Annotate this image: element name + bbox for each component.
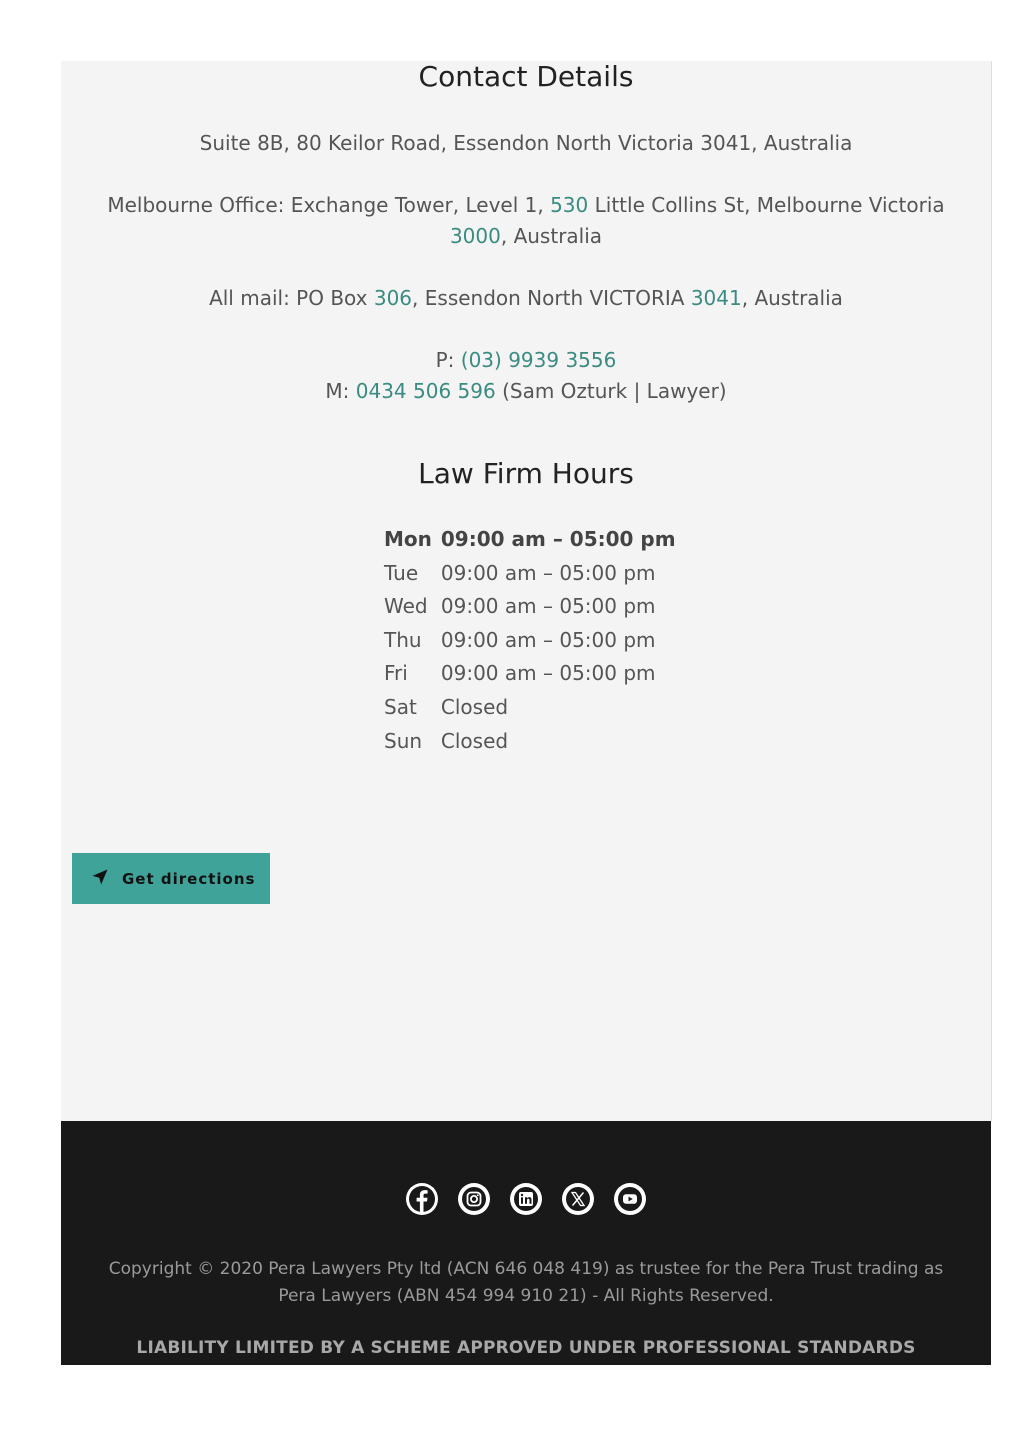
hours-row [384,523,685,557]
melbourne-office: Melbourne Office: Exchange Tower, Level 1, 530 Little Collins St, Melbourne Victoria 3000, Australia [107,193,945,248]
address-line: Suite 8B, 80 Keilor Road, Essendon North Victoria 3041, Australia [199,131,853,155]
get-directions-button[interactable] [72,853,270,904]
time-value: 09:00 am – 05:00 pm [440,594,656,619]
time-value: 09:00 am – 05:00 pm [440,527,676,551]
link-530[interactable]: 530 [550,193,589,217]
hours-heading: Law Firm Hours [418,457,634,490]
get-directions-label: Get directions [122,869,256,888]
time-value: 09:00 am – 05:00 pm [440,661,656,686]
hours-row [384,725,685,759]
youtube-icon[interactable] [614,1183,646,1215]
hours-row [384,657,685,691]
time-value: 09:00 am – 05:00 pm [440,560,656,585]
day-label: Fri [384,661,408,686]
hours-row [384,590,685,624]
hours-row [384,691,685,725]
day-label: Thu [384,627,422,652]
hours-row [384,624,685,658]
day-label: Tue [384,560,419,585]
copyright-text: Copyright © 2020 Pera Lawyers Pty ltd (ACN 646 048 419) as trustee for the Pera Trust trading as Pera Lawyers (ABN 454 994 910 21) - All Rights Reserved. [108,1259,944,1306]
contact-heading: Contact Details [418,60,634,93]
day-label: Sat [384,694,417,719]
mobile-link[interactable]: 0434 506 596 [355,379,496,403]
site-footer [61,1121,991,1365]
day-label: Wed [384,594,428,619]
instagram-icon[interactable] [458,1183,490,1215]
social-links [61,1183,991,1215]
mail-address: All mail: PO Box 306, Essendon North VICTORIA 3041, Australia [209,286,843,310]
facebook-icon[interactable] [406,1183,438,1215]
phone-link[interactable]: (03) 9939 3556 [460,348,617,372]
link-306[interactable]: 306 [373,286,413,310]
time-value: Closed [440,694,509,719]
x-twitter-icon[interactable] [562,1183,594,1215]
time-value: 09:00 am – 05:00 pm [440,627,656,652]
navigation-arrow-icon [91,868,109,890]
link-3041[interactable]: 3041 [690,286,742,310]
liability-notice: LIABILITY LIMITED BY A SCHEME APPROVED UNDER PROFESSIONAL STANDARDS [136,1338,916,1358]
linkedin-icon[interactable] [510,1183,542,1215]
hours-row [384,557,685,591]
link-3000[interactable]: 3000 [449,224,501,248]
contact-panel [61,61,992,1121]
hours-table [384,523,685,758]
day-label: Mon [384,527,432,551]
time-value: Closed [440,728,509,753]
day-label: Sun [384,728,423,753]
phone-block: P: (03) 9939 3556 M: 0434 506 596 (Sam Ozturk | Lawyer) [325,348,727,403]
